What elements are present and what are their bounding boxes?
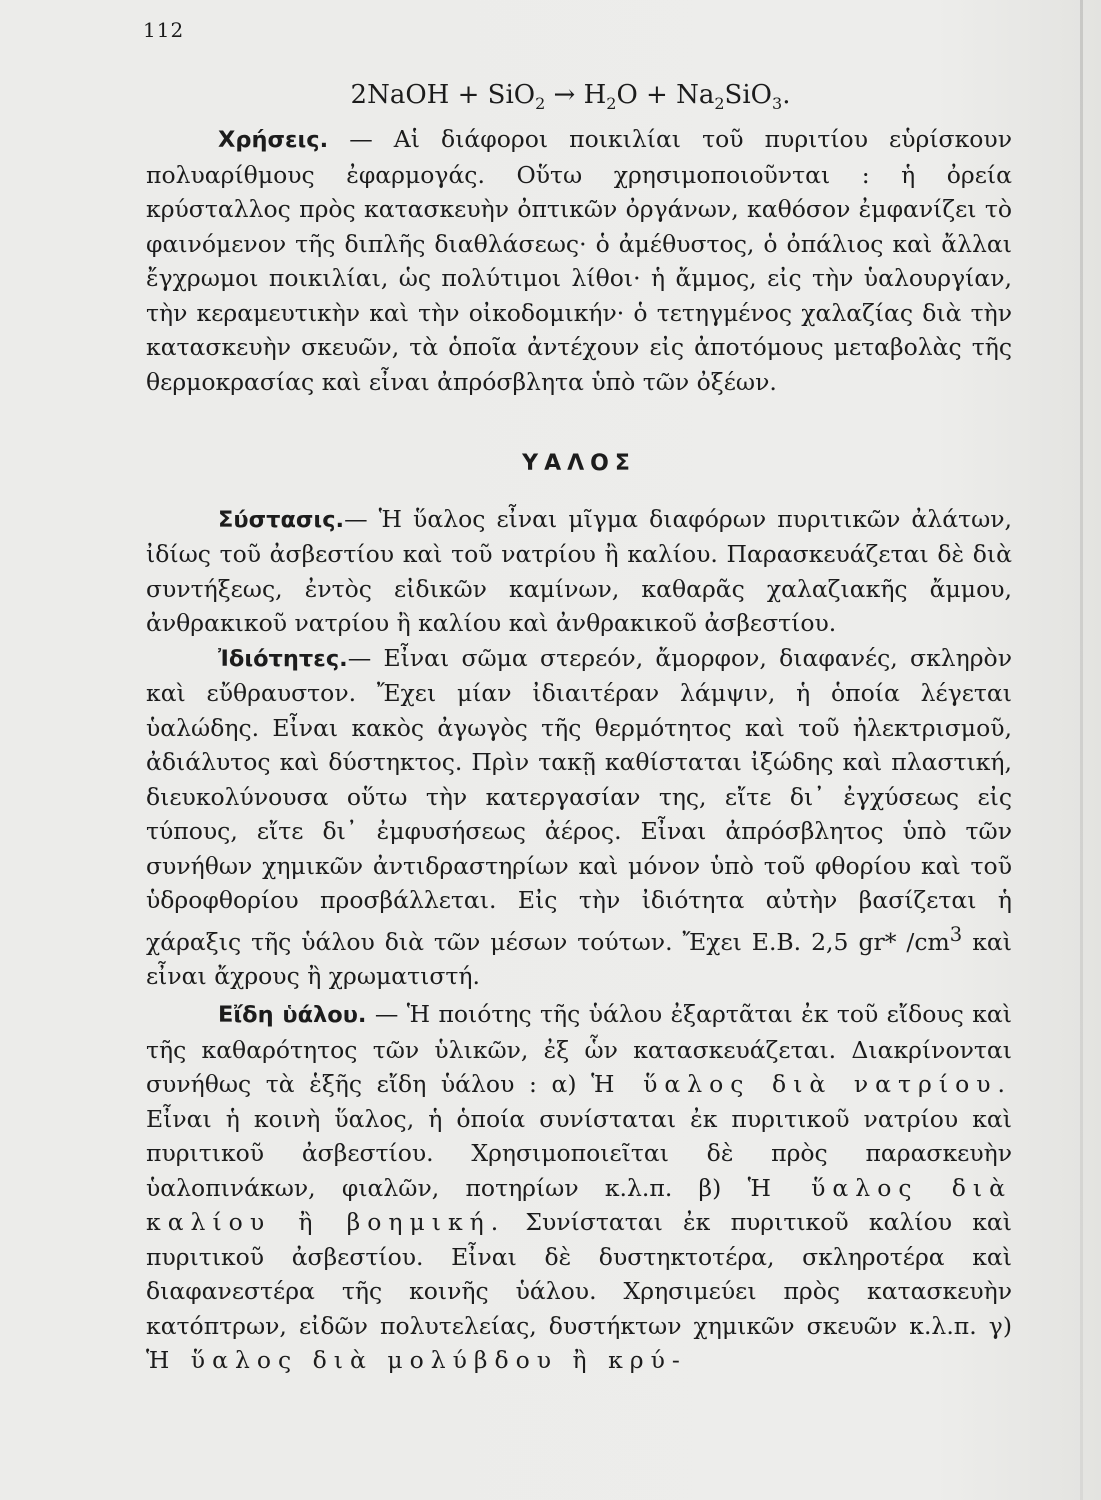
glass-type-sodium: Ἡ ὕαλος διὰ νατρίου. <box>591 1070 1012 1099</box>
paragraph-uses: Χρήσεις. — Αἱ διάφοροι ποικιλίαι τοῦ πυριτίου εὑρίσκουν πολυαρίθμους ἐφαρμογάς. Οὕτω χρησιμοποιοῦνται : ἡ ὀρεία κρύσταλλος πρὸς κατασκευὴν ὀπτικῶν ὀργάνων, καθόσον ἐμφανίζει τὸ φαινόμενον τῆς διπλῆς διαθλάσεως· ὁ ἀμέθυστος, ὁ ὀπάλιος καὶ ἄλλαι ἔγχρωμοι ποικιλίαι, ὡς πολύτιμοι λίθοι· ἡ ἄμμος, εἰς τὴν ὑαλουργίαν, τὴν κεραμευτικὴν καὶ τὴν οἰκοδομικήν· ὁ τετηγμένος χαλαζίας διὰ τὴν κατασκευὴν σκευῶν, τὰ ὁποῖα ἀντέχουν εἰς ἀποτόμους μεταβολὰς τῆς θερμοκρασίας καὶ εἶναι ἀπρόσβλητα ὑπὸ τῶν ὀξέων. <box>146 125 1012 396</box>
paragraph-composition: Σύστασις.— Ἡ ὕαλος εἶναι μῖγμα διαφόρων πυριτικῶν ἀλάτων, ἰδίως τοῦ ἀσβεστίου καὶ τοῦ νατρίου ἢ καλίου. Παρασκευάζεται δὲ διὰ συντήξεως, ἐντὸς εἰδικῶν καμίνων, καθαρᾶς χαλαζιακῆς ἄμμου, ἀνθρακικοῦ νατρίου ἢ καλίου καὶ ἀνθρακικοῦ ἀσβεστίου. <box>146 504 1012 637</box>
binding-shadow <box>1080 0 1083 1500</box>
paragraph-properties: Ἰδιότητες.— Εἶναι σῶμα στερεόν, ἄμορφον, διαφανές, σκληρὸν καὶ εὔθραυστον. Ἔχει μίαν ἰδιαιτέραν λάμψιν, ἡ ὁποία λέγεται ὑαλώδης. Εἶναι κακὸς ἀγωγὸς τῆς θερμότητος καὶ τοῦ ἠλεκτρισμοῦ, ἀδιάλυτος καὶ δύστηκτος. Πρὶν τακῇ καθίσταται ἰξώδης καὶ πλαστική, διευκολύνουσα οὕτω τὴν κατεργασίαν της, εἴτε δι᾽ ἐγχύσεως εἰς τύπους, εἴτε δι᾽ ἐμφυσήσεως ἀέρος. Εἶναι ἀπρόσβλητος ὑπὸ τῶν συνήθων χημικῶν ἀντιδραστηρίων καὶ μόνον ὑπὸ τοῦ φθορίου καὶ τοῦ ὑδροφθορίου προσβάλλεται. Εἰς τὴν ἰδιότητα αὐτὴν βασίζεται ἡ χάραξις τῆς ὑάλου διὰ τῶν μέσων τούτων. Ἔχει Ε.Β. 2,5 gr* $/cm^3$ καὶ εἶναι ἄχρους ἢ χρωματιστή. <box>146 643 1012 990</box>
lead-properties: Ἰδιότητες. <box>218 645 348 672</box>
lead-kinds: Εἴδη ὑάλου. <box>218 1002 367 1029</box>
glass-type-lead: Ἡ ὕαλος διὰ μολύβδου ἢ κρύ- <box>146 1346 687 1375</box>
chemical-equation: 2NaOH + $SiO_2 \to H_2O + Na_2SiO_3$. <box>350 80 791 114</box>
paragraph-kinds: Εἴδη ὑάλου. — Ἡ ποιότης τῆς ὑάλου ἐξαρτᾶται ἐκ τοῦ εἴδους καὶ τῆς καθαρότητος τῶν ὑλικῶν, ἐξ ὧν κατασκευάζεται. Διακρίνονται συνήθως τὰ ἑξῆς εἴδη ὑάλου : α) Ἡ ὕαλος διὰ νατρίου. Εἶναι ἡ κοινὴ ὕαλος, ἡ ὁποία συνίσταται ἐκ πυριτικοῦ νατρίου καὶ πυριτικοῦ ἀσβεστίου. Χρησιμοποιεῖται δὲ πρὸς παρασκευὴν ὑαλοπινάκων, φιαλῶν, ποτηρίων κ.λ.π. β) Ἡ ὕαλος διὰ καλίου ἢ βοημική. Συνίσταται ἐκ πυριτικοῦ καλίου καὶ πυριτικοῦ ἀσβεστίου. Εἶναι δὲ δυστηκτοτέρα, σκληροτέρα καὶ διαφανεστέρα τῆς κοινῆς ὑάλου. Χρησιμεύει πρὸς κατασκευὴν κατόπτρων, εἰδῶν πολυτελείας, δυστήκτων χημικῶν σκευῶν κ.λ.π. γ) Ἡ ὕαλος διὰ μολύβδου ἢ κρύ- <box>146 1000 1013 1375</box>
glass-type-potassium: Ἡ ὕαλος διὰ καλίου ἢ βοημική. <box>146 1173 1012 1237</box>
page-number: 112 <box>143 18 185 42</box>
lead-composition: Σύστασις. <box>218 506 345 533</box>
section-heading: ΥΑΛΟΣ <box>522 451 636 476</box>
lead-uses: Χρήσεις. <box>218 127 329 153</box>
body-text <box>146 122 1012 1378</box>
